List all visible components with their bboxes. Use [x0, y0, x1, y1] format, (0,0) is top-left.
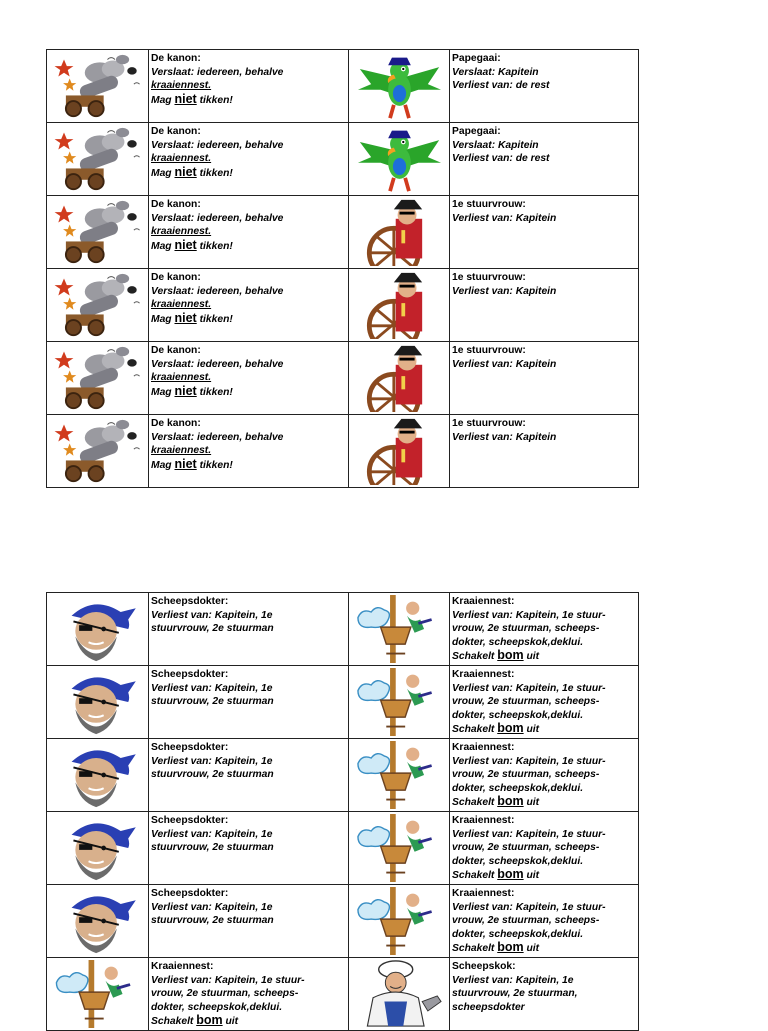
- card-word: uit: [526, 943, 540, 955]
- card-picture: [349, 958, 450, 1031]
- card-row: [47, 885, 639, 958]
- pirate-doctor-icon: [47, 885, 149, 957]
- card-text: [450, 342, 639, 415]
- cannon-icon: [47, 196, 149, 268]
- crows-nest-icon: [349, 885, 450, 957]
- card-emphasis: niet: [174, 164, 197, 179]
- card-word: Mag: [151, 94, 172, 106]
- card-rule-line: kraaiennest.: [151, 445, 212, 457]
- card-text: [149, 812, 349, 885]
- card-title: De kanon:: [151, 199, 201, 210]
- crows-nest-icon: [349, 812, 450, 884]
- bottom-card-sheet: [46, 592, 639, 1031]
- pirate-doctor-icon: [47, 593, 149, 665]
- card-rule-line: vrouw, 2e stuurman, scheeps-: [452, 842, 600, 854]
- card-word: Schakelt: [452, 724, 495, 736]
- helmswoman-icon: [349, 269, 450, 341]
- card-rule-line: vrouw, 2e stuurman, scheeps-: [151, 988, 299, 1000]
- card-rule-line: [151, 239, 348, 254]
- card-emphasis: bom: [497, 940, 524, 955]
- card-rule-line: Verslaat: Kapitein: [452, 66, 539, 78]
- card-word: Schakelt: [452, 797, 495, 809]
- card-emphasis: bom: [497, 794, 524, 809]
- card-rule-line: dokter, scheepskok,deklui.: [452, 636, 584, 648]
- card-rule-line: Verliest van: Kapitein, 1e stuur-: [452, 901, 606, 913]
- card-title: De kanon:: [151, 345, 201, 356]
- card-rule-line: [452, 649, 638, 664]
- card-picture: [349, 812, 450, 885]
- card-rule-line: Verliest van: Kapitein: [452, 285, 557, 297]
- card-rule-line: stuurvrouw, 2e stuurman: [151, 915, 274, 927]
- card-text: [450, 269, 639, 342]
- card-text: [450, 50, 639, 123]
- cannon-icon: [47, 123, 149, 195]
- card-picture: [47, 666, 149, 739]
- card-title: Scheepsdokter:: [151, 596, 229, 607]
- pirate-doctor-icon: [47, 812, 149, 884]
- card-rule-line: Verliest van: Kapitein: [452, 358, 557, 370]
- card-word: tikken!: [199, 386, 233, 398]
- card-rule-line: [452, 868, 638, 883]
- card-rule-line: stuurvrouw, 2e stuurman: [151, 696, 274, 708]
- card-text: [149, 50, 349, 123]
- card-title: De kanon:: [151, 418, 201, 429]
- card-title: Kraaiennest:: [452, 596, 515, 607]
- card-title: 1e stuurvrouw:: [452, 345, 526, 356]
- card-word: uit: [526, 870, 540, 882]
- card-word: uit: [526, 724, 540, 736]
- card-picture: [47, 739, 149, 812]
- card-emphasis: niet: [174, 310, 197, 325]
- cannon-icon: [47, 415, 149, 487]
- card-title: 1e stuurvrouw:: [452, 418, 526, 429]
- card-rule-line: [151, 385, 348, 400]
- card-row: [47, 269, 639, 342]
- card-row: [47, 739, 639, 812]
- card-rule-line: Verliest van: Kapitein, 1e stuur-: [452, 755, 606, 767]
- card-rule-line: [151, 166, 348, 181]
- cannon-icon: [47, 50, 149, 122]
- card-rule-line: [452, 795, 638, 810]
- card-text: [149, 123, 349, 196]
- card-word: uit: [526, 651, 540, 663]
- card-text: [450, 593, 639, 666]
- card-title: Kraaiennest:: [452, 815, 515, 826]
- card-text: [450, 739, 639, 812]
- card-text: [450, 885, 639, 958]
- card-rule-line: Verliest van: de rest: [452, 153, 550, 165]
- card-picture: [47, 50, 149, 123]
- card-row: [47, 123, 639, 196]
- card-text: [149, 666, 349, 739]
- card-row: [47, 593, 639, 666]
- card-rule-line: Verliest van: Kapitein, 1e stuur-: [452, 609, 606, 621]
- card-title: Scheepsdokter:: [151, 669, 229, 680]
- card-rule-line: [151, 93, 348, 108]
- card-text: [450, 123, 639, 196]
- card-picture: [349, 196, 450, 269]
- card-rule-line: kraaiennest.: [151, 80, 212, 92]
- card-text: [149, 342, 349, 415]
- card-title: Scheepsdokter:: [151, 742, 229, 753]
- card-picture: [349, 50, 450, 123]
- card-row: [47, 342, 639, 415]
- card-rule-line: Verslaat: iedereen, behalve: [151, 431, 284, 443]
- card-rule-line: [151, 1014, 348, 1029]
- card-row: [47, 958, 639, 1031]
- card-word: Schakelt: [452, 870, 495, 882]
- helmswoman-icon: [349, 196, 450, 268]
- card-picture: [47, 958, 149, 1031]
- card-rule-line: Verslaat: iedereen, behalve: [151, 66, 284, 78]
- card-rule-line: Verliest van: de rest: [452, 80, 550, 92]
- card-picture: [349, 666, 450, 739]
- card-picture: [349, 885, 450, 958]
- card-word: Schakelt: [452, 943, 495, 955]
- card-text: [450, 666, 639, 739]
- card-text: [149, 269, 349, 342]
- pirate-doctor-icon: [47, 666, 149, 738]
- crows-nest-icon: [349, 666, 450, 738]
- card-row: [47, 196, 639, 269]
- card-row: [47, 666, 639, 739]
- card-picture: [47, 196, 149, 269]
- ship-cook-icon: [349, 958, 450, 1030]
- card-rule-line: kraaiennest.: [151, 372, 212, 384]
- card-word: Mag: [151, 386, 172, 398]
- card-title: Scheepskok:: [452, 961, 516, 972]
- card-rule-line: [452, 722, 638, 737]
- card-emphasis: bom: [497, 721, 524, 736]
- crows-nest-icon: [47, 958, 149, 1030]
- card-title: Papegaai:: [452, 126, 501, 137]
- parrot-icon: [349, 50, 450, 122]
- card-rule-line: stuurvrouw, 2e stuurman: [151, 623, 274, 635]
- card-title: Kraaiennest:: [151, 961, 214, 972]
- card-title: Scheepsdokter:: [151, 888, 229, 899]
- card-emphasis: niet: [174, 91, 197, 106]
- card-text: [149, 958, 349, 1031]
- card-word: Mag: [151, 459, 172, 471]
- card-picture: [349, 123, 450, 196]
- card-word: tikken!: [199, 240, 233, 252]
- card-text: [149, 739, 349, 812]
- card-word: tikken!: [199, 94, 233, 106]
- card-rule-line: Verliest van: Kapitein, 1e: [151, 609, 273, 621]
- card-rule-line: dokter, scheepskok,deklui.: [151, 1001, 283, 1013]
- card-text: [149, 415, 349, 488]
- card-word: uit: [526, 797, 540, 809]
- card-rule-line: [151, 312, 348, 327]
- card-rule-line: Verslaat: iedereen, behalve: [151, 212, 284, 224]
- card-picture: [47, 593, 149, 666]
- card-emphasis: bom: [196, 1013, 223, 1028]
- card-title: Scheepsdokter:: [151, 815, 229, 826]
- card-title: De kanon:: [151, 126, 201, 137]
- card-rule-line: Verliest van: Kapitein, 1e: [151, 755, 273, 767]
- card-rule-line: stuurvrouw, 2e stuurman,: [452, 988, 578, 1000]
- crows-nest-icon: [349, 739, 450, 811]
- card-rule-line: vrouw, 2e stuurman, scheeps-: [452, 623, 600, 635]
- card-word: Mag: [151, 240, 172, 252]
- helmswoman-icon: [349, 342, 450, 414]
- card-title: 1e stuurvrouw:: [452, 199, 526, 210]
- card-rule-line: stuurvrouw, 2e stuurman: [151, 842, 274, 854]
- card-picture: [47, 269, 149, 342]
- card-text: [149, 196, 349, 269]
- card-word: tikken!: [199, 459, 233, 471]
- card-rule-line: dokter, scheepskok,deklui.: [452, 782, 584, 794]
- card-word: uit: [225, 1016, 239, 1028]
- card-picture: [47, 123, 149, 196]
- card-picture: [349, 269, 450, 342]
- card-emphasis: bom: [497, 867, 524, 882]
- card-text: [149, 593, 349, 666]
- card-text: [149, 885, 349, 958]
- card-emphasis: bom: [497, 648, 524, 663]
- card-emphasis: niet: [174, 237, 197, 252]
- card-picture: [349, 739, 450, 812]
- card-title: Kraaiennest:: [452, 742, 515, 753]
- card-rule-line: Verslaat: iedereen, behalve: [151, 285, 284, 297]
- card-rule-line: vrouw, 2e stuurman, scheeps-: [452, 696, 600, 708]
- card-rule-line: dokter, scheepskok,deklui.: [452, 928, 584, 940]
- card-picture: [349, 342, 450, 415]
- card-rule-line: Verslaat: iedereen, behalve: [151, 358, 284, 370]
- card-picture: [47, 812, 149, 885]
- card-word: tikken!: [199, 313, 233, 325]
- card-title: Papegaai:: [452, 53, 501, 64]
- card-rule-line: Verliest van: Kapitein, 1e: [151, 901, 273, 913]
- card-rule-line: dokter, scheepskok,deklui.: [452, 855, 584, 867]
- card-rule-line: Verliest van: Kapitein, 1e stuur-: [452, 682, 606, 694]
- card-title: De kanon:: [151, 272, 201, 283]
- card-rule-line: vrouw, 2e stuurman, scheeps-: [452, 915, 600, 927]
- card-rule-line: kraaiennest.: [151, 226, 212, 238]
- card-rule-line: Verliest van: Kapitein, 1e: [452, 974, 574, 986]
- helmswoman-icon: [349, 415, 450, 487]
- card-rule-line: Verliest van: Kapitein, 1e: [151, 828, 273, 840]
- card-text: [450, 415, 639, 488]
- card-rule-line: Verliest van: Kapitein, 1e stuur-: [151, 974, 305, 986]
- card-row: [47, 50, 639, 123]
- crows-nest-icon: [349, 593, 450, 665]
- card-text: [450, 958, 639, 1031]
- card-rule-line: [452, 941, 638, 956]
- card-word: Schakelt: [452, 651, 495, 663]
- card-word: Schakelt: [151, 1016, 194, 1028]
- card-rule-line: Verliest van: Kapitein, 1e: [151, 682, 273, 694]
- card-word: Mag: [151, 313, 172, 325]
- card-rule-line: stuurvrouw, 2e stuurman: [151, 769, 274, 781]
- card-rule-line: kraaiennest.: [151, 153, 212, 165]
- card-rule-line: kraaiennest.: [151, 299, 212, 311]
- card-text: [450, 812, 639, 885]
- card-rule-line: [151, 458, 348, 473]
- card-word: Mag: [151, 167, 172, 179]
- card-rule-line: Verliest van: Kapitein, 1e stuur-: [452, 828, 606, 840]
- card-rule-line: Verliest van: Kapitein: [452, 431, 557, 443]
- card-title: 1e stuurvrouw:: [452, 272, 526, 283]
- cannon-icon: [47, 269, 149, 341]
- card-picture: [349, 415, 450, 488]
- parrot-icon: [349, 123, 450, 195]
- card-rule-line: scheepsdokter: [452, 1001, 525, 1013]
- card-row: [47, 415, 639, 488]
- card-title: De kanon:: [151, 53, 201, 64]
- card-picture: [349, 593, 450, 666]
- card-rule-line: Verslaat: iedereen, behalve: [151, 139, 284, 151]
- card-text: [450, 196, 639, 269]
- card-picture: [47, 885, 149, 958]
- pirate-doctor-icon: [47, 739, 149, 811]
- card-title: Kraaiennest:: [452, 669, 515, 680]
- card-rule-line: dokter, scheepskok,deklui.: [452, 709, 584, 721]
- card-rule-line: Verslaat: Kapitein: [452, 139, 539, 151]
- card-title: Kraaiennest:: [452, 888, 515, 899]
- card-picture: [47, 342, 149, 415]
- card-word: tikken!: [199, 167, 233, 179]
- card-rule-line: vrouw, 2e stuurman, scheeps-: [452, 769, 600, 781]
- card-rule-line: Verliest van: Kapitein: [452, 212, 557, 224]
- cannon-icon: [47, 342, 149, 414]
- card-emphasis: niet: [174, 383, 197, 398]
- top-card-sheet: [46, 49, 639, 488]
- card-emphasis: niet: [174, 456, 197, 471]
- card-picture: [47, 415, 149, 488]
- card-row: [47, 812, 639, 885]
